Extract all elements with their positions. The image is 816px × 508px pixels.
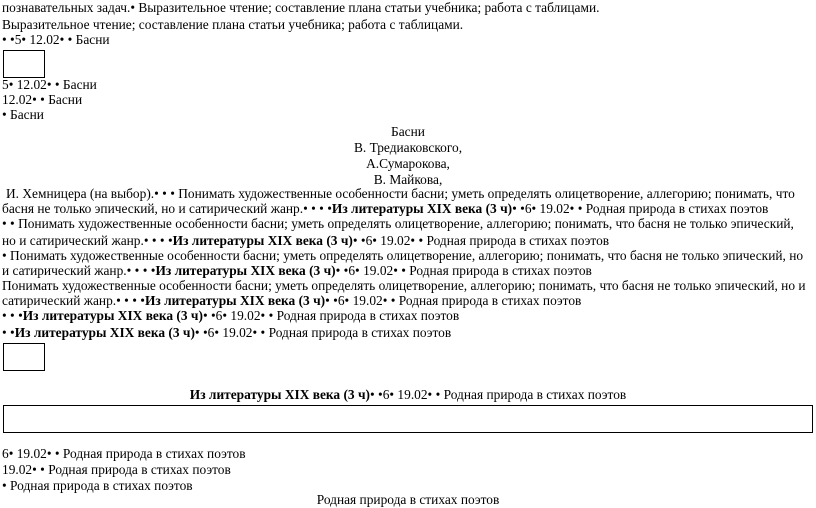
bold-section-title: Из литературы XIX века (3 ч) (172, 233, 353, 248)
bold-section-title: Из литературы XIX века (3 ч) (189, 387, 370, 402)
text-line (2, 325, 451, 341)
text-line: 6• 19.02• • Родная природа в стихах поэтов (2, 446, 246, 461)
empty-box (3, 343, 45, 371)
text-segment: • •6• 19.02• • Родная природа в стихах поэтов (202, 308, 460, 323)
text-segment: • •6• 19.02• • Родная природа в стихах поэтов (194, 325, 452, 340)
text-line: • Родная природа в стихах поэтов (2, 478, 193, 493)
text-line (2, 201, 768, 217)
text-line: 12.02• • Басни (2, 92, 83, 107)
bold-section-title: Из литературы XIX века (3 ч) (22, 308, 203, 323)
bold-section-title: Из литературы XIX века (3 ч) (155, 263, 336, 278)
text-segment: • •6• 19.02• • Родная природа в стихах поэтов (369, 387, 627, 402)
text-segment: сатирический жанр.• • • • (2, 293, 145, 308)
text-line: Понимать художественные особенности басни; уметь определять олицетворение, аллегорию; понимать, что басня не только эпический, но и (2, 278, 806, 293)
text-segment: басня не только эпический, но и сатирический жанр.• • • • (2, 201, 332, 216)
text-line: 5• 12.02• • Басни (2, 77, 97, 92)
text-line: Выразительное чтение; составление плана статьи учебника; работа с таблицами. (2, 17, 464, 32)
text-segment: • • • (2, 308, 23, 323)
text-segment: • •6• 19.02• • Родная природа в стихах поэтов (512, 201, 769, 216)
centered-heading (0, 387, 816, 403)
bold-section-title: Из литературы XIX века (3 ч) (331, 201, 513, 216)
empty-box (3, 50, 45, 78)
text-segment: и сатирический жанр.• • • • (2, 263, 156, 278)
text-segment: • • (2, 325, 15, 340)
text-line (2, 308, 459, 324)
empty-wide-box (3, 405, 813, 433)
bold-section-title: Из литературы XIX века (3 ч) (14, 325, 195, 340)
text-line: познавательных задач.• Выразительное чтение; составление плана статьи учебника; работа с таблицами. (2, 0, 600, 15)
text-segment: • •6• 19.02• • Родная природа в стихах поэтов (352, 233, 610, 248)
text-line: • Басни (2, 107, 44, 122)
text-line (2, 293, 581, 309)
centered-heading: Басни (391, 124, 425, 139)
centered-heading: В. Майкова, (373, 172, 443, 187)
text-segment: но и сатирический жанр.• • • • (2, 233, 173, 248)
text-line: • • Понимать художественные особенности басни; уметь определять олицетворение, аллегорию; понимать, что басня не только эпический, (2, 216, 794, 231)
centered-heading: Родная природа в стихах поэтов (316, 492, 500, 507)
bold-section-title: Из литературы XIX века (3 ч) (144, 293, 326, 308)
text-line: И. Хемницера (на выбор).• • • Понимать художественные особенности басни; уметь определять олицетворение, аллегорию; понимать, что (6, 186, 795, 201)
text-line: • Понимать художественные особенности басни; уметь определять олицетворение, аллегорию; понимать, что басня не только эпический, но (2, 248, 804, 263)
text-line (2, 263, 592, 279)
centered-heading: В. Тредиаковского, (353, 140, 463, 155)
text-line: • •5• 12.02• • Басни (2, 32, 110, 47)
text-segment: • •6• 19.02• • Родная природа в стихах поэтов (325, 293, 582, 308)
centered-heading: А.Сумарокова, (366, 156, 450, 171)
text-line (2, 233, 609, 249)
text-line: 19.02• • Родная природа в стихах поэтов (2, 462, 231, 477)
text-segment: • •6• 19.02• • Родная природа в стихах поэтов (335, 263, 592, 278)
